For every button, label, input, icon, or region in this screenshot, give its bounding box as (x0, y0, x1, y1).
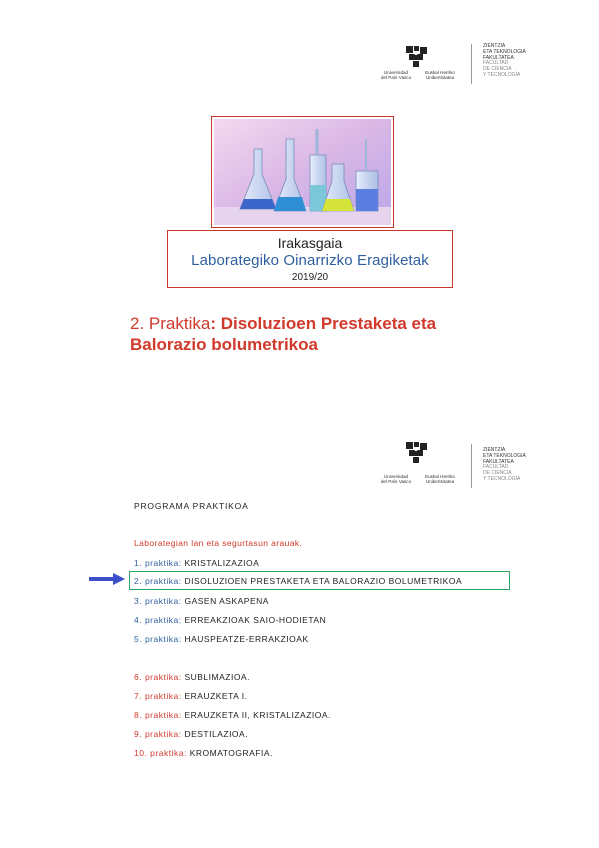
practice-item: 1. praktika: KRISTALIZAZIOA (134, 558, 260, 568)
subject-label: Irakasgaia (277, 235, 343, 251)
lab-rules-text: Laborategian lan eta segurtasun arauak. (134, 538, 303, 548)
practice-item: 7. praktika: ERAUZKETA I. (134, 691, 248, 701)
university-name-es: Universidad del País Vasco (380, 474, 412, 485)
practice-item-current: 2. praktika: DISOLUZIOEN PRESTAKETA ETA BALORAZIO BOLUMETRIKOA (134, 576, 463, 586)
practice-item: 6. praktika: SUBLIMAZIOA. (134, 672, 250, 682)
subject-box (167, 230, 453, 288)
practice-item: 3. praktika: GASEN ASKAPENA (134, 596, 269, 606)
subject-title: Laborategiko Oinarrizko Eragiketak (191, 252, 429, 269)
academic-year: 2019/20 (291, 272, 329, 283)
practice-title-line2: Balorazio bolumetrikoa (130, 335, 318, 354)
university-logo-second (376, 440, 546, 490)
university-name-eu: Euskal Herriko Unibertsitatea (425, 70, 455, 81)
practice-title (130, 313, 490, 355)
practice-item: 4. praktika: ERREAKZIOAK SAIO-HODIETAN (134, 615, 327, 625)
arrow-right-icon (89, 573, 125, 585)
logo-divider (471, 444, 472, 488)
practice-item: 5. praktika: HAUSPEATZE-ERRAKZIOAK (134, 634, 309, 644)
practice-item: 9. praktika: DESTILAZIOA. (134, 729, 249, 739)
practice-item: 10. praktika: KROMATOGRAFIA. (134, 748, 273, 758)
faculty-name: ZIENTZIA ETA TEKNOLOGIA FAKULTATEA FACULTAD DE CIENCIA Y TECNOLOGÍA (483, 43, 526, 78)
practice-prefix: 2. Praktika (130, 314, 211, 333)
ehu-emblem-icon (404, 44, 430, 68)
logo-divider (471, 44, 472, 84)
practice-item: 8. praktika: ERAUZKETA II, KRISTALIZAZIOA. (134, 710, 331, 720)
laboratory-glassware-image (211, 116, 394, 228)
program-heading: PROGRAMA PRAKTIKOA (134, 501, 249, 511)
university-name-eu: Euskal Herriko Unibertsitatea (425, 474, 455, 485)
faculty-name: ZIENTZIA ETA TEKNOLOGIA FAKULTATEA FACULTAD DE CIENCIA Y TECNOLOGÍA (483, 447, 526, 482)
university-name-es: Universidad del País Vasco (380, 70, 412, 81)
ehu-emblem-icon (404, 440, 430, 464)
university-logo (376, 44, 546, 94)
practice-title-line1: : Disoluzioen Prestaketa eta (210, 314, 437, 333)
